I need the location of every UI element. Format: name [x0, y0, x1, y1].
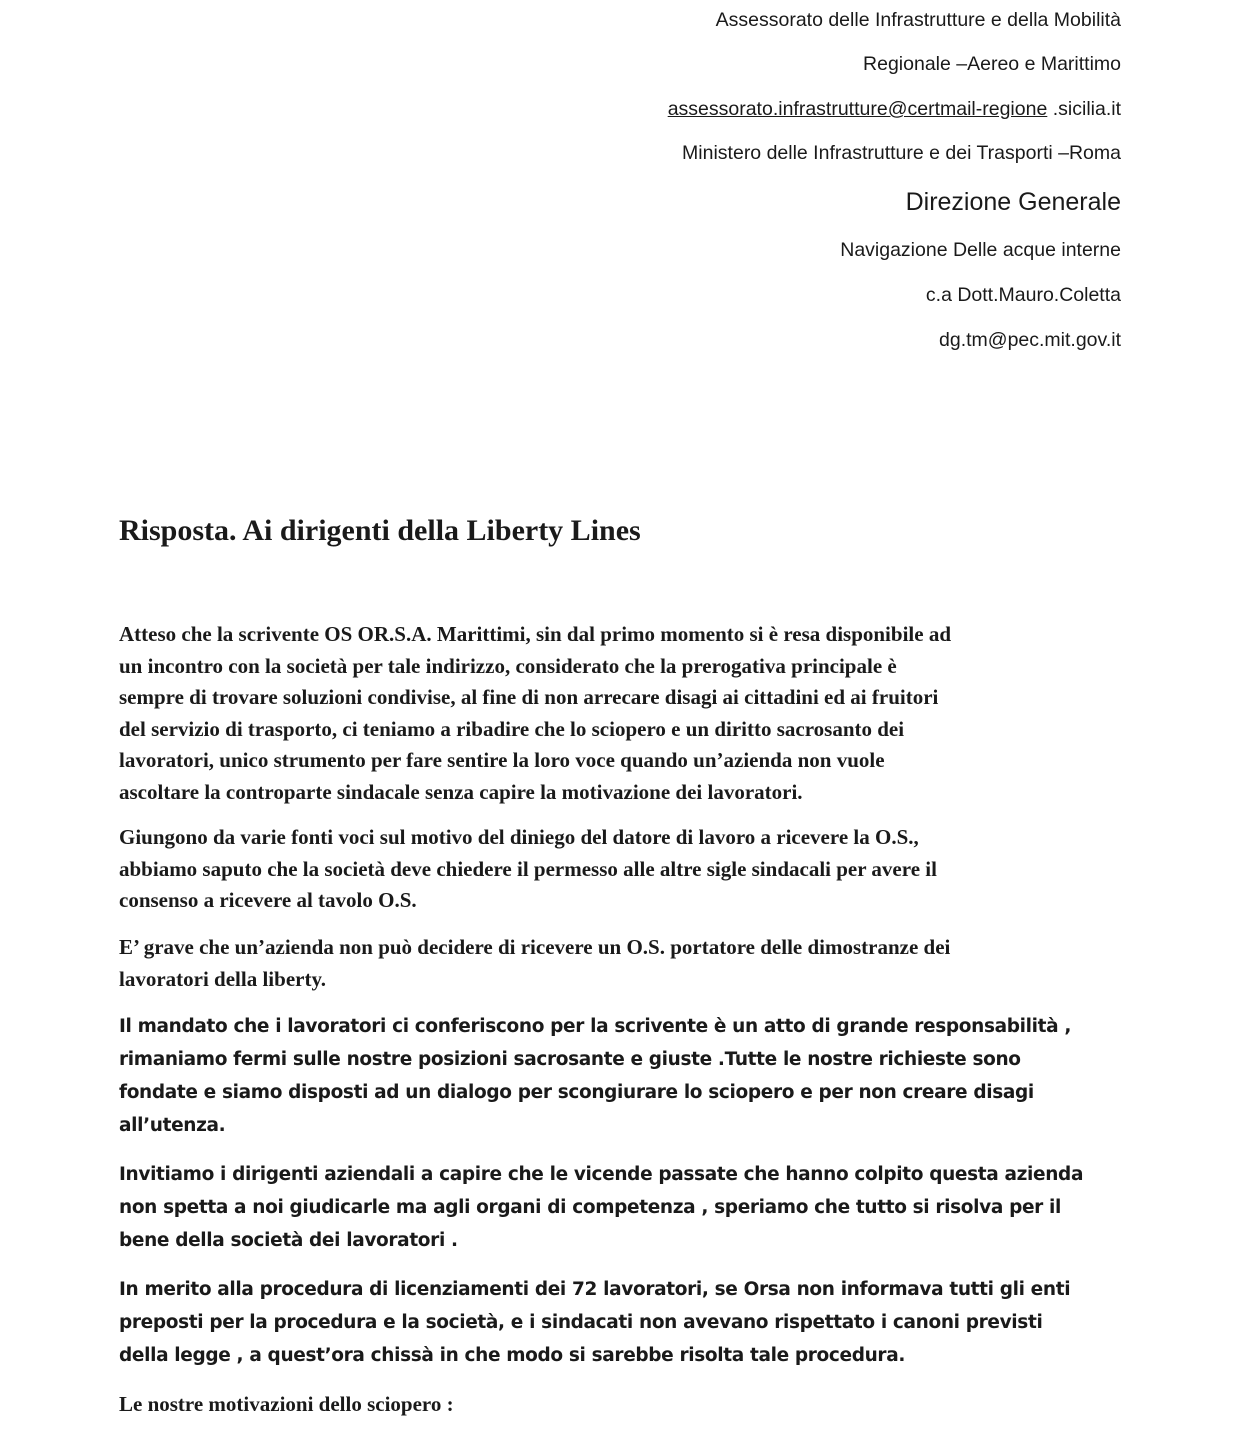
paragraph-line: lavoratori della liberty. — [119, 966, 327, 991]
addressee-email-regional — [668, 100, 1121, 120]
addressee-line-ministry: Ministero delle Infrastrutture e dei Trasporti –Roma — [682, 142, 1121, 164]
paragraph-line: rimaniamo fermi sulle nostre posizioni sacrosante e giuste .Tutte le nostre richieste sono — [119, 1049, 1021, 1070]
paragraph-line: non spetta a noi giudicarle ma agli organi di competenza , speriamo che tutto si risolva per il — [119, 1197, 1062, 1218]
paragraph-line: lavoratori, unico strumento per fare sentire la loro voce quando un’azienda non vuole — [119, 748, 885, 772]
addressee-line-regional-sector: Regionale –Aereo e Marittimo — [863, 53, 1121, 75]
paragraph-line: Giungono da varie fonti voci sul motivo del diniego del datore di lavoro a ricevere la O.S., — [119, 825, 919, 849]
email-link-ministry[interactable]: dg.tm@pec.mit.gov.it — [939, 329, 1121, 351]
paragraph-line: bene della società dei lavoratori . — [119, 1230, 458, 1251]
paragraph-4 — [119, 1010, 1124, 1142]
paragraph-line: fondate e siamo disposti ad un dialogo per scongiurare lo sciopero e per non creare disagi — [119, 1082, 1034, 1103]
paragraph-5 — [119, 1158, 1124, 1257]
email-suffix-regional: .sicilia.it — [1047, 98, 1121, 120]
paragraph-1 — [119, 619, 1124, 808]
addressee-line-regional-department: Assessorato delle Infrastrutture e della Mobilità — [715, 9, 1121, 31]
paragraph-line: della legge , a quest’ora chissà in che modo si sarebbe risolta tale procedura. — [119, 1345, 906, 1366]
paragraph-line: preposti per la procedura e la società, e i sindacati non avevano rispettato i canoni previsti — [119, 1312, 1043, 1333]
paragraph-line: ascoltare la controparte sindacale senza capire la motivazione dei lavoratori. — [119, 779, 803, 804]
paragraph-line: Il mandato che i lavoratori ci conferiscono per la scrivente è un atto di grande responsabilità , — [119, 1016, 1071, 1037]
paragraph-line: abbiamo saputo che la società deve chiedere il permesso alle altre sigle sindacali per avere il — [119, 856, 937, 881]
email-link-regional[interactable]: assessorato.infrastrutture@certmail-regione — [667, 98, 1048, 120]
paragraph-line: all’utenza. — [119, 1115, 226, 1136]
paragraph-line: sempre di trovare soluzioni condivise, al fine di non arrecare disagi ai cittadini ed ai fruitori — [119, 685, 939, 709]
addressee-direction-heading: Direzione Generale — [905, 188, 1121, 216]
paragraph-3 — [119, 932, 1124, 995]
paragraph-line: E’ grave che un’azienda non può decidere di ricevere un O.S. portatore delle dimostranze dei — [119, 935, 951, 959]
paragraph-6 — [119, 1273, 1124, 1372]
letter-subject: Risposta. Ai dirigenti della Liberty Lines — [119, 514, 641, 547]
paragraph-line: Atteso che la scrivente OS OR.S.A. Marittimi, sin dal primo momento si è resa disponibile ad — [119, 622, 951, 646]
addressee-attention: c.a Dott.Mauro.Coletta — [925, 284, 1121, 306]
paragraph-line: In merito alla procedura di licenziamenti dei 72 lavoratori, se Orsa non informava tutti gli enti — [119, 1279, 1071, 1300]
paragraph-line: un incontro con la società per tale indirizzo, considerato che la prerogativa principale è — [119, 653, 897, 678]
paragraph-line: Invitiamo i dirigenti aziendali a capire che le vicende passate che hanno colpito questa azienda — [119, 1164, 1084, 1185]
paragraph-line: del servizio di trasporto, ci teniamo a ribadire che lo sciopero e un diritto sacrosanto dei — [119, 716, 905, 741]
paragraph-line: Le nostre motivazioni dello sciopero : — [119, 1392, 454, 1416]
strike-motivations-heading — [119, 1389, 1124, 1421]
paragraph-line: consenso a ricevere al tavolo O.S. — [119, 888, 417, 912]
paragraph-2 — [119, 822, 1124, 917]
addressee-department: Navigazione Delle acque interne — [840, 239, 1121, 261]
